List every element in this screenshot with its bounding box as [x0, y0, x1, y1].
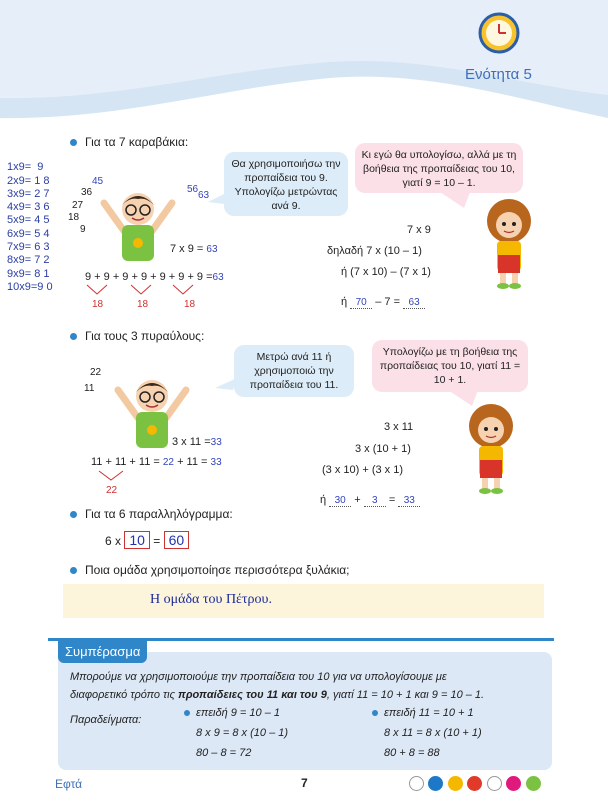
page-number: 7: [301, 776, 308, 790]
bullet-icon: [70, 139, 77, 146]
conclusion-line-2: διαφορετικό τρόπο τις προπαίδειες του 11 και του 9, γιατί 11 = 10 + 1 και 9 = 10 – 1.: [70, 689, 485, 701]
table-row: 5x9= 4 5: [7, 214, 50, 227]
table-row: 4x9= 3 6: [7, 201, 50, 214]
table-row: 2x9= 1 8: [7, 174, 50, 187]
calc-line: δηλαδή 7 x (10 – 1): [327, 245, 422, 257]
table-row: 3x9= 2 7: [7, 187, 50, 200]
question-which-team: Ποια ομάδα χρησιμοποίησε περισσότερα ξυλάκια;: [70, 563, 350, 577]
examples-label: Παραδείγματα:: [70, 714, 142, 726]
table-row: 7x9= 6 3: [7, 241, 50, 254]
speech-bubble-girl-2: Υπολογίζω με τη βοήθεια της προπαίδειας του 10, γιατί 11 = 10 + 1.: [372, 340, 528, 392]
count-label: 9: [80, 224, 86, 235]
equation-7x9: 7 x 9 = 63: [170, 243, 218, 255]
equation-3x11: 3 x 11 =33: [172, 436, 222, 448]
bullet-icon: [184, 710, 190, 716]
calc-line: (3 x 10) + (3 x 1): [322, 464, 404, 476]
conclusion-line-1: Μπορούμε να χρησιμοποιούμε την προπαίδεια του 10 για να υπολογίσουμε με: [70, 671, 447, 683]
color-dot: [487, 776, 502, 791]
equation-sum-9: 9 + 9 + 9 + 9 + 9 + 9 + 9 =63: [85, 271, 224, 283]
calc-line: 7 x 9: [407, 224, 431, 236]
count-label: 11: [84, 383, 95, 394]
calc-line-answer: ή 70 – 7 = 63: [341, 296, 425, 309]
color-dot: [409, 776, 424, 791]
side-multiplication-table: [7, 148, 53, 308]
calc-line: 3 x 11: [384, 421, 414, 433]
calc-line: ή (7 x 10) – (7 x 1): [341, 266, 431, 278]
partial-sum: 18: [137, 299, 149, 310]
bubble-tail: [215, 378, 237, 392]
question-rockets: Για τους 3 πυραύλους:: [70, 329, 204, 343]
color-dot: [428, 776, 443, 791]
answer-text: Η ομάδα του Πέτρου.: [150, 592, 272, 607]
answer-area: [63, 584, 544, 618]
equation-sum-11: 11 + 11 + 11 = 22 + 11 = 33: [91, 456, 222, 468]
partial-brackets: [85, 283, 205, 297]
color-dot: [448, 776, 463, 791]
count-label: 22: [90, 367, 102, 378]
equation-6x10: 6 x 10 = 60: [105, 531, 189, 549]
girl-illustration: [460, 400, 522, 495]
table-row: 10x9=9 0: [7, 280, 53, 293]
color-dot: [467, 776, 482, 791]
count-label: 56: [187, 184, 199, 195]
example-col-2: επειδή 11 = 10 + 1 8 x 11 = 8 x (10 + 1) 80 + 8 = 88: [372, 707, 482, 759]
count-label: 27: [72, 200, 84, 211]
color-dot: [526, 776, 541, 791]
table-row: 6x9= 5 4: [7, 227, 50, 240]
bubble-tail: [440, 192, 470, 210]
calc-line: 3 x (10 + 1): [355, 443, 411, 455]
partial-sum: 18: [184, 299, 196, 310]
unit-title: Ενότητα 5: [465, 66, 532, 83]
speech-bubble-boy-2: Μετρώ ανά 11 ή χρησιμοποιώ την προπαίδεια του 11.: [234, 345, 354, 397]
answer-box-10: 10: [124, 531, 150, 549]
question-boats: Για τα 7 καραβάκια:: [70, 135, 188, 149]
speech-bubble-boy-1: Θα χρησιμοποιήσω την προπαίδεια του 9. Υπολογίζω μετρώντας ανά 9.: [224, 152, 348, 216]
table-row: 8x9= 7 2: [7, 254, 50, 267]
page-number-word: Εφτά: [55, 777, 83, 791]
bullet-icon: [70, 511, 77, 518]
partial-brackets: [97, 469, 137, 483]
count-label: 18: [68, 212, 80, 223]
count-label: 45: [92, 176, 104, 187]
table-row: 1x9= 9: [7, 161, 44, 174]
girl-illustration: [478, 195, 540, 290]
boy-illustration: [98, 185, 178, 267]
speech-bubble-girl-1: Κι εγώ θα υπολογίσω, αλλά με τη βοήθεια της προπαίδειας του 10, γιατί 9 = 10 – 1.: [355, 143, 523, 193]
count-label: 36: [81, 187, 93, 198]
clock-icon: [478, 12, 520, 54]
conclusion-tab: Συμπέρασμα: [58, 641, 147, 663]
bullet-icon: [70, 333, 77, 340]
answer-box-60: 60: [164, 531, 190, 549]
example-col-1: επειδή 9 = 10 – 1 8 x 9 = 8 x (10 – 1) 80 – 8 = 72: [184, 707, 288, 759]
partial-sum: 22: [106, 485, 118, 496]
bullet-icon: [372, 710, 378, 716]
question-parallelograms: Για τα 6 παραλληλόγραμμα:: [70, 507, 233, 521]
color-dot: [506, 776, 521, 791]
partial-sum: 18: [92, 299, 104, 310]
bullet-icon: [70, 567, 77, 574]
table-row: 9x9= 8 1: [7, 267, 50, 280]
bubble-tail: [208, 192, 228, 206]
count-label: 63: [198, 190, 210, 201]
calc-line-answer: ή 30 + 3 = 33: [320, 494, 420, 507]
